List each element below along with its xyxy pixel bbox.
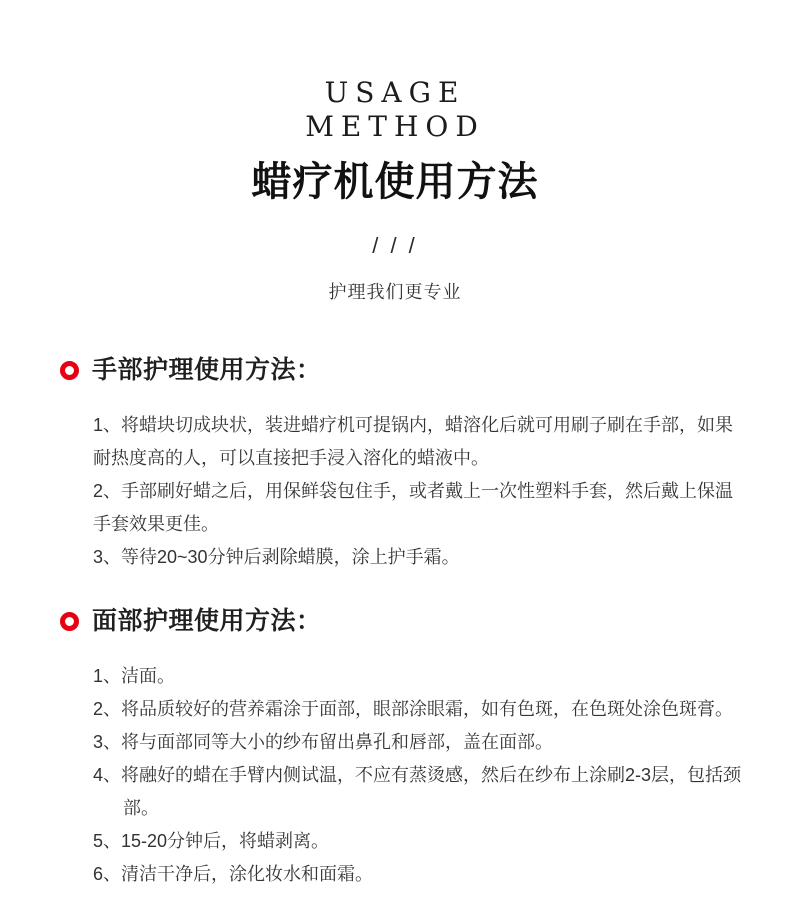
page-header [0, 76, 790, 305]
red-ring-bullet-icon [60, 361, 79, 380]
list-item: 4、将融好的蜡在手臂内侧试温，不应有蒸烫感，然后在纱布上涂刷2-3层，包括颈部。 [93, 765, 742, 818]
red-ring-bullet-icon [60, 612, 79, 631]
list-item: 3、将与面部同等大小的纱布留出鼻孔和唇部，盖在面部。 [93, 732, 554, 752]
section-heading-row [60, 355, 748, 386]
slash-divider: / / / [372, 233, 418, 258]
section-heading-row [60, 606, 748, 637]
page-title: 蜡疗机使用方法 [251, 160, 539, 204]
eyebrow-line-2: METHOD [305, 110, 485, 143]
list-item: 1、将蜡块切成块状，装进蜡疗机可提锅内，蜡溶化后就可用刷子刷在手部，如果耐热度高的人，可以直接把手浸入溶化的蜡液中。 [93, 415, 734, 468]
list-item: 1、洁面。 [93, 666, 176, 686]
face-care-steps [93, 660, 748, 891]
hand-care-steps [93, 409, 748, 574]
section-heading-face-care: 面部护理使用方法： [92, 607, 322, 635]
section-heading-hand-care: 手部护理使用方法： [92, 356, 322, 384]
section-face-care [0, 606, 790, 891]
eyebrow-title [0, 76, 790, 144]
list-item: 2、将品质较好的营养霜涂于面部，眼部涂眼霜，如有色斑，在色斑处涂色斑膏。 [93, 699, 734, 719]
eyebrow-line-1: USAGE [324, 76, 466, 109]
section-hand-care [0, 355, 790, 574]
list-item: 3、等待20~30分钟后剥除蜡膜，涂上护手霜。 [93, 547, 460, 567]
page-subtitle: 护理我们更专业 [328, 282, 462, 302]
list-item: 5、15-20分钟后，将蜡剥离。 [93, 831, 330, 851]
list-item: 6、清洁干净后，涂化妆水和面霜。 [93, 864, 374, 884]
list-item: 2、手部刷好蜡之后，用保鲜袋包住手，或者戴上一次性塑料手套，然后戴上保温手套效果更佳。 [93, 481, 734, 534]
